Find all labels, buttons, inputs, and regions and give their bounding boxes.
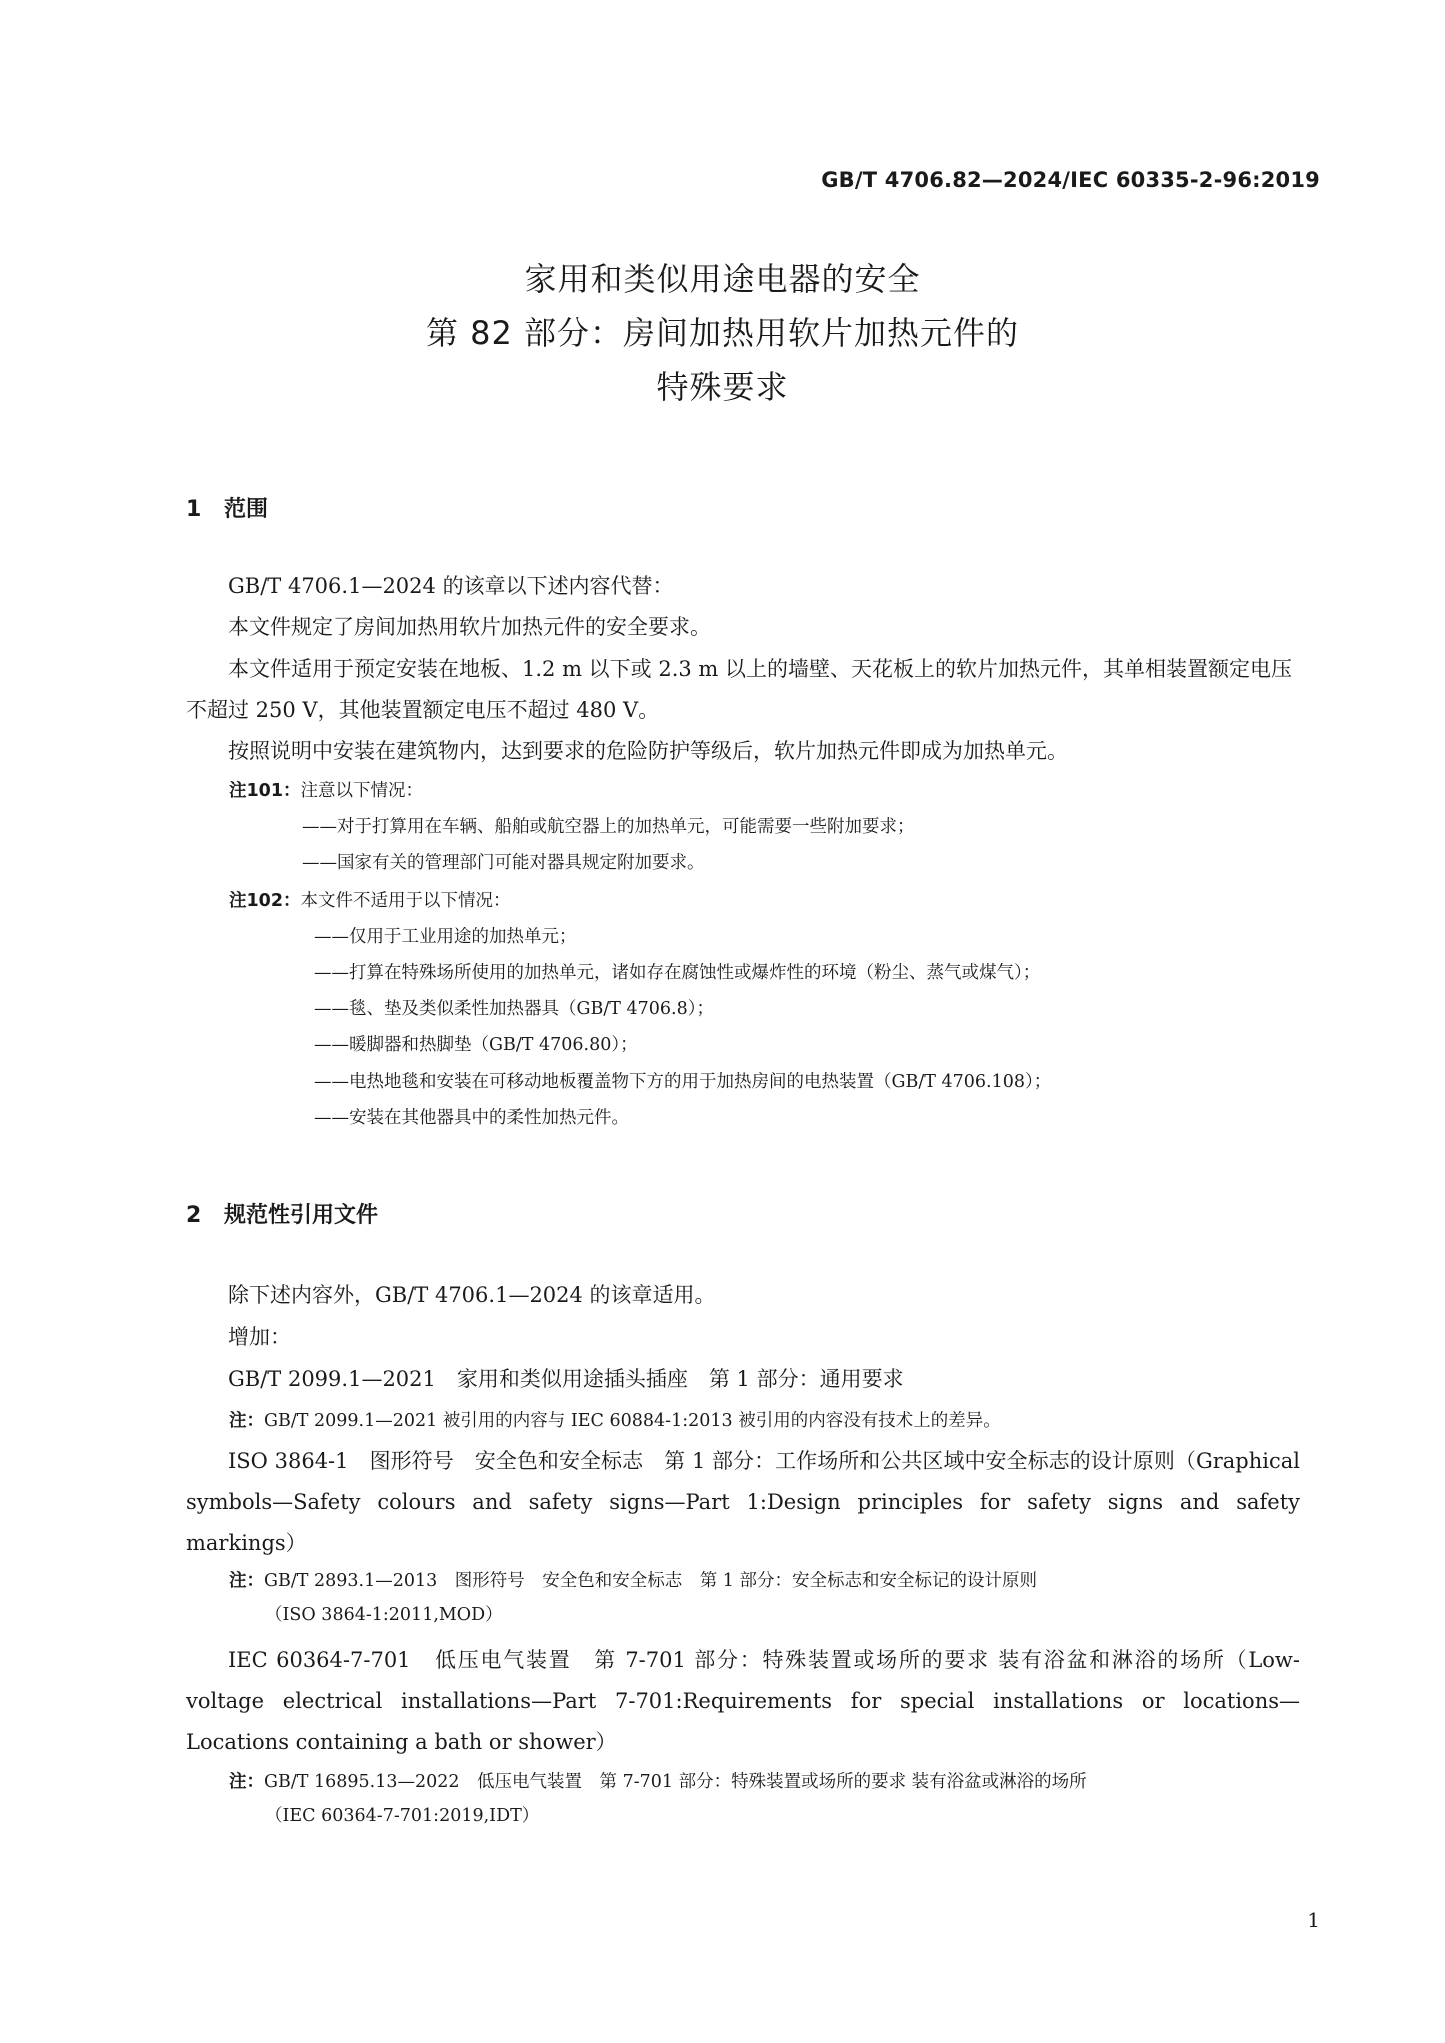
paragraph: 除下述内容外，GB/T 4706.1—2024 的该章适用。 [228, 1283, 716, 1307]
section-title: 规范性引用文件 [224, 1203, 379, 1228]
paragraph: 本文件适用于预定安装在地板、1.2 m 以下或 2.3 m 以上的墙壁、天花板上的软片加热元件，其单相装置额定电压不超过 250 V，其他装置额定电压不超过 480 V。 [186, 657, 1292, 722]
note-item: ——对于打算用在车辆、船舶或航空器上的加热单元，可能需要一些附加要求； [302, 817, 915, 837]
reference-entry: ISO 3864-1 图形符号 安全色和安全标志 第 1 部分：工作场所和公共区域中安全标志的设计原则（Graphical symbols—Safety colours and safety signs—Part 1:Design principles for safety signs and safety markings） [186, 1449, 1300, 1555]
note-102 [229, 885, 511, 917]
reference-note [229, 1564, 1300, 1632]
note-item: ——暖脚器和热脚垫（GB/T 4706.80）； [314, 1035, 638, 1055]
note-item: ——毯、垫及类似柔性加热器具（GB/T 4706.8）； [314, 999, 714, 1019]
note-label: 注： [229, 1571, 264, 1591]
note-label: 注： [229, 1772, 264, 1792]
note-text: GB/T 2099.1—2021 被引用的内容与 IEC 60884-1:2013 被引用的内容没有技术上的差异。 [264, 1411, 1001, 1431]
page-number: 1 [1307, 1908, 1320, 1932]
note-text-continued: （IEC 60364-7-701:2019,IDT） [265, 1806, 540, 1826]
note-text: GB/T 2893.1—2013 图形符号 安全色和安全标志 第 1 部分：安全标志和安全标记的设计原则 [264, 1571, 1037, 1591]
section-number: 1 [186, 497, 202, 522]
note-text-continued: （ISO 3864-1:2011,MOD） [265, 1605, 503, 1625]
note-text: GB/T 16895.13—2022 低压电气装置 第 7-701 部分：特殊装置或场所的要求 装有浴盆或淋浴的场所 [264, 1772, 1087, 1792]
note-101 [229, 775, 423, 807]
note-item: ——国家有关的管理部门可能对器具规定附加要求。 [302, 853, 705, 873]
note-item: ——安装在其他器具中的柔性加热元件。 [314, 1108, 629, 1128]
note-item: ——打算在特殊场所使用的加热单元，诸如存在腐蚀性或爆炸性的环境（粉尘、蒸气或煤气）； [314, 963, 1041, 983]
title-line-3: 特殊要求 [656, 368, 789, 406]
note-label: 注102： [229, 891, 301, 911]
title-line-2: 第 82 部分：房间加热用软片加热元件的 [425, 314, 1020, 352]
note-item: ——仅用于工业用途的加热单元； [314, 927, 577, 947]
reference-note [229, 1765, 1300, 1833]
title-line-1: 家用和类似用途电器的安全 [524, 260, 921, 298]
paragraph: GB/T 4706.1—2024 的该章以下述内容代替： [228, 574, 674, 598]
paragraph: 本文件规定了房间加热用软片加热元件的安全要求。 [228, 615, 711, 639]
paragraph: 按照说明中安装在建筑物内，达到要求的危险防护等级后，软片加热元件即成为加热单元。 [228, 739, 1068, 763]
note-item: ——电热地毯和安装在可移动地板覆盖物下方的用于加热房间的电热装置（GB/T 4706.108）； [314, 1072, 1052, 1092]
section-2-heading [186, 1198, 378, 1229]
note-label: 注： [229, 1411, 264, 1431]
paragraph: 增加： [228, 1325, 291, 1349]
note-text: 注意以下情况： [300, 781, 424, 801]
reference-entry: GB/T 2099.1—2021 家用和类似用途插头插座 第 1 部分：通用要求 [228, 1367, 904, 1391]
reference-note [229, 1404, 1300, 1438]
section-title: 范围 [224, 497, 269, 522]
note-text: 本文件不适用于以下情况： [300, 891, 511, 911]
document-title [0, 252, 1445, 414]
reference-entry: IEC 60364-7-701 低压电气装置 第 7-701 部分：特殊装置或场所的要求 装有浴盆和淋浴的场所（Low-voltage electrical installations—Part 7-701:Requirements for special installations or locations—Locations containing a bath or shower） [186, 1648, 1300, 1754]
note-label: 注101： [229, 781, 301, 801]
standard-code: GB/T 4706.82—2024/IEC 60335-2-96:2019 [821, 168, 1320, 192]
section-number: 2 [186, 1203, 202, 1228]
section-1-heading [186, 492, 268, 523]
